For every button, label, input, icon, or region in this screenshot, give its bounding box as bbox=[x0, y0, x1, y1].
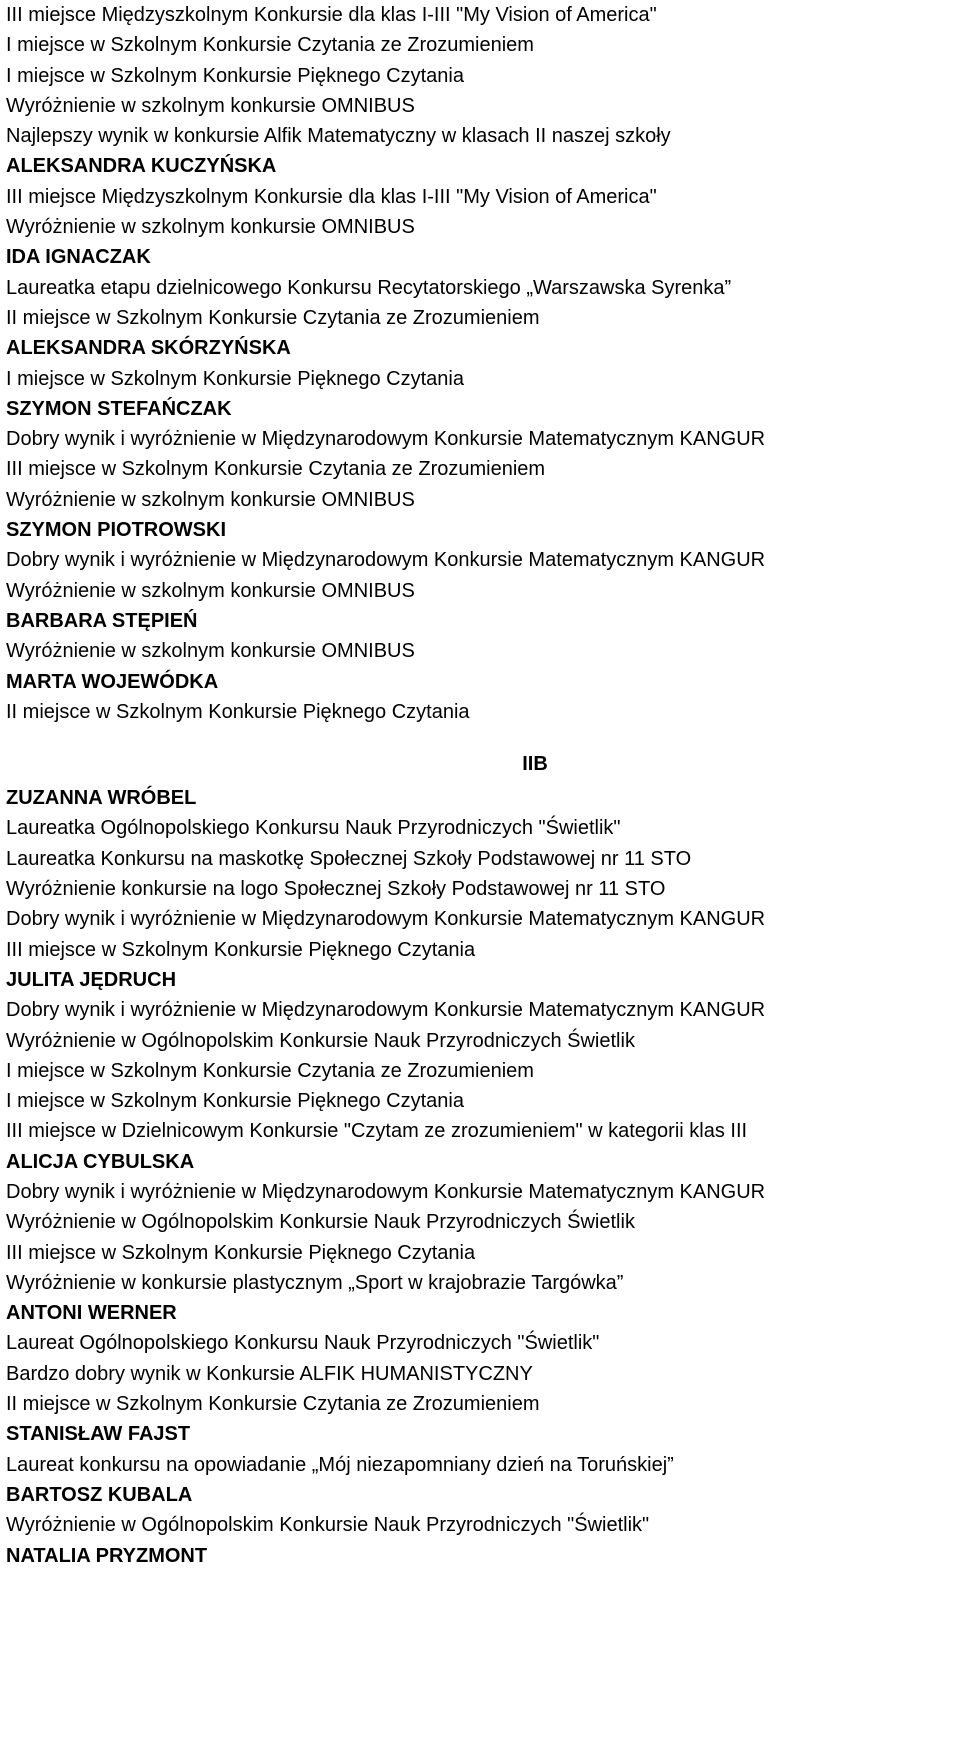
achievement-line: Wyróżnienie w szkolnym konkursie OMNIBUS bbox=[6, 488, 415, 511]
achievement-line: Laureat konkursu na opowiadanie „Mój niezapomniany dzień na Toruńskiej” bbox=[6, 1453, 674, 1476]
student-name: ZUZANNA WRÓBEL bbox=[6, 787, 197, 810]
achievement-line: Dobry wynik i wyróżnienie w Międzynarodowym Konkursie Matematycznym KANGUR bbox=[6, 428, 766, 451]
achievement-line: Laureat Ogólnopolskiego Konkursu Nauk Przyrodniczych "Świetlik" bbox=[6, 1332, 600, 1355]
achievement-line: Wyróżnienie w Ogólnopolskim Konkursie Nauk Przyrodniczych Świetlik bbox=[6, 1211, 635, 1234]
achievements-list-part-one bbox=[6, 0, 952, 727]
student-name: BARTOSZ KUBALA bbox=[6, 1483, 193, 1506]
achievement-line: I miejsce w Szkolnym Konkursie Pięknego Czytania bbox=[6, 367, 464, 390]
section-spacer bbox=[6, 727, 952, 745]
achievement-line: I miejsce w Szkolnym Konkursie Czytania ze Zrozumieniem bbox=[6, 34, 534, 57]
student-name: JULITA JĘDRUCH bbox=[6, 968, 177, 991]
student-name: ANTONI WERNER bbox=[6, 1302, 177, 1325]
achievement-line: II miejsce w Szkolnym Konkursie Pięknego Czytania bbox=[6, 700, 470, 723]
achievement-line: III miejsce w Szkolnym Konkursie Czytania ze Zrozumieniem bbox=[6, 458, 546, 481]
student-name: ALICJA CYBULSKA bbox=[6, 1150, 195, 1173]
student-name: ALEKSANDRA KUCZYŃSKA bbox=[6, 155, 277, 178]
achievement-line: Dobry wynik i wyróżnienie w Międzynarodowym Konkursie Matematycznym KANGUR bbox=[6, 549, 766, 572]
achievement-line: Wyróżnienie konkursie na logo Społecznej Szkoły Podstawowej nr 11 STO bbox=[6, 878, 666, 901]
student-name: IDA IGNACZAK bbox=[6, 246, 151, 269]
achievement-line: I miejsce w Szkolnym Konkursie Pięknego Czytania bbox=[6, 1090, 464, 1113]
achievement-line: Wyróżnienie w Ogólnopolskim Konkursie Nauk Przyrodniczych "Świetlik" bbox=[6, 1514, 650, 1537]
achievement-line: Najlepszy wynik w konkursie Alfik Matematyczny w klasach II naszej szkoły bbox=[6, 125, 671, 148]
achievement-line: Wyróżnienie w konkursie plastycznym „Sport w krajobrazie Targówka” bbox=[6, 1271, 624, 1294]
student-name: BARBARA STĘPIEŃ bbox=[6, 609, 198, 632]
achievement-line: Laureatka Ogólnopolskiego Konkursu Nauk Przyrodniczych "Świetlik" bbox=[6, 817, 621, 840]
achievement-line: III miejsce Międzyszkolnym Konkursie dla klas I-III "My Vision of America" bbox=[6, 4, 657, 26]
achievements-list-class-iib bbox=[6, 783, 952, 1571]
achievement-line: I miejsce w Szkolnym Konkursie Czytania ze Zrozumieniem bbox=[6, 1059, 534, 1082]
achievement-line: Wyróżnienie w Ogólnopolskim Konkursie Nauk Przyrodniczych Świetlik bbox=[6, 1029, 635, 1052]
class-heading: IIB bbox=[522, 753, 548, 776]
achievement-line: Dobry wynik i wyróżnienie w Międzynarodowym Konkursie Matematycznym KANGUR bbox=[6, 999, 766, 1022]
achievement-line: II miejsce w Szkolnym Konkursie Czytania ze Zrozumieniem bbox=[6, 306, 540, 329]
achievement-line: III miejsce w Szkolnym Konkursie Pięknego Czytania bbox=[6, 1241, 476, 1264]
achievement-line: III miejsce w Dzielnicowym Konkursie "Czytam ze zrozumieniem" w kategorii klas III bbox=[6, 1120, 748, 1143]
achievement-line: I miejsce w Szkolnym Konkursie Pięknego Czytania bbox=[6, 64, 464, 87]
achievement-line: III miejsce w Szkolnym Konkursie Pięknego Czytania bbox=[6, 938, 476, 961]
achievement-line: Wyróżnienie w szkolnym konkursie OMNIBUS bbox=[6, 94, 415, 117]
achievement-line: Dobry wynik i wyróżnienie w Międzynarodowym Konkursie Matematycznym KANGUR bbox=[6, 1180, 766, 1203]
student-name: MARTA WOJEWÓDKA bbox=[6, 670, 219, 693]
achievement-line: Laureatka etapu dzielnicowego Konkursu Recytatorskiego „Warszawska Syrenka” bbox=[6, 276, 732, 299]
achievement-line: III miejsce Międzyszkolnym Konkursie dla klas I-III "My Vision of America" bbox=[6, 185, 657, 208]
student-name: SZYMON STEFAŃCZAK bbox=[6, 397, 232, 420]
student-name: STANISŁAW FAJST bbox=[6, 1423, 191, 1446]
achievement-line: Laureatka Konkursu na maskotkę Społecznej Szkoły Podstawowej nr 11 STO bbox=[6, 847, 692, 870]
achievement-line: II miejsce w Szkolnym Konkursie Czytania ze Zrozumieniem bbox=[6, 1393, 540, 1416]
achievement-line: Wyróżnienie w szkolnym konkursie OMNIBUS bbox=[6, 216, 415, 239]
achievement-line: Wyróżnienie w szkolnym konkursie OMNIBUS bbox=[6, 640, 415, 663]
student-name: SZYMON PIOTROWSKI bbox=[6, 519, 226, 542]
student-name: ALEKSANDRA SKÓRZYŃSKA bbox=[6, 337, 291, 360]
achievement-line: Bardzo dobry wynik w Konkursie ALFIK HUMANISTYCZNY bbox=[6, 1362, 533, 1385]
student-name: NATALIA PRYZMONT bbox=[6, 1544, 208, 1567]
achievement-line: Wyróżnienie w szkolnym konkursie OMNIBUS bbox=[6, 579, 415, 602]
achievement-line: Dobry wynik i wyróżnienie w Międzynarodowym Konkursie Matematycznym KANGUR bbox=[6, 908, 766, 931]
